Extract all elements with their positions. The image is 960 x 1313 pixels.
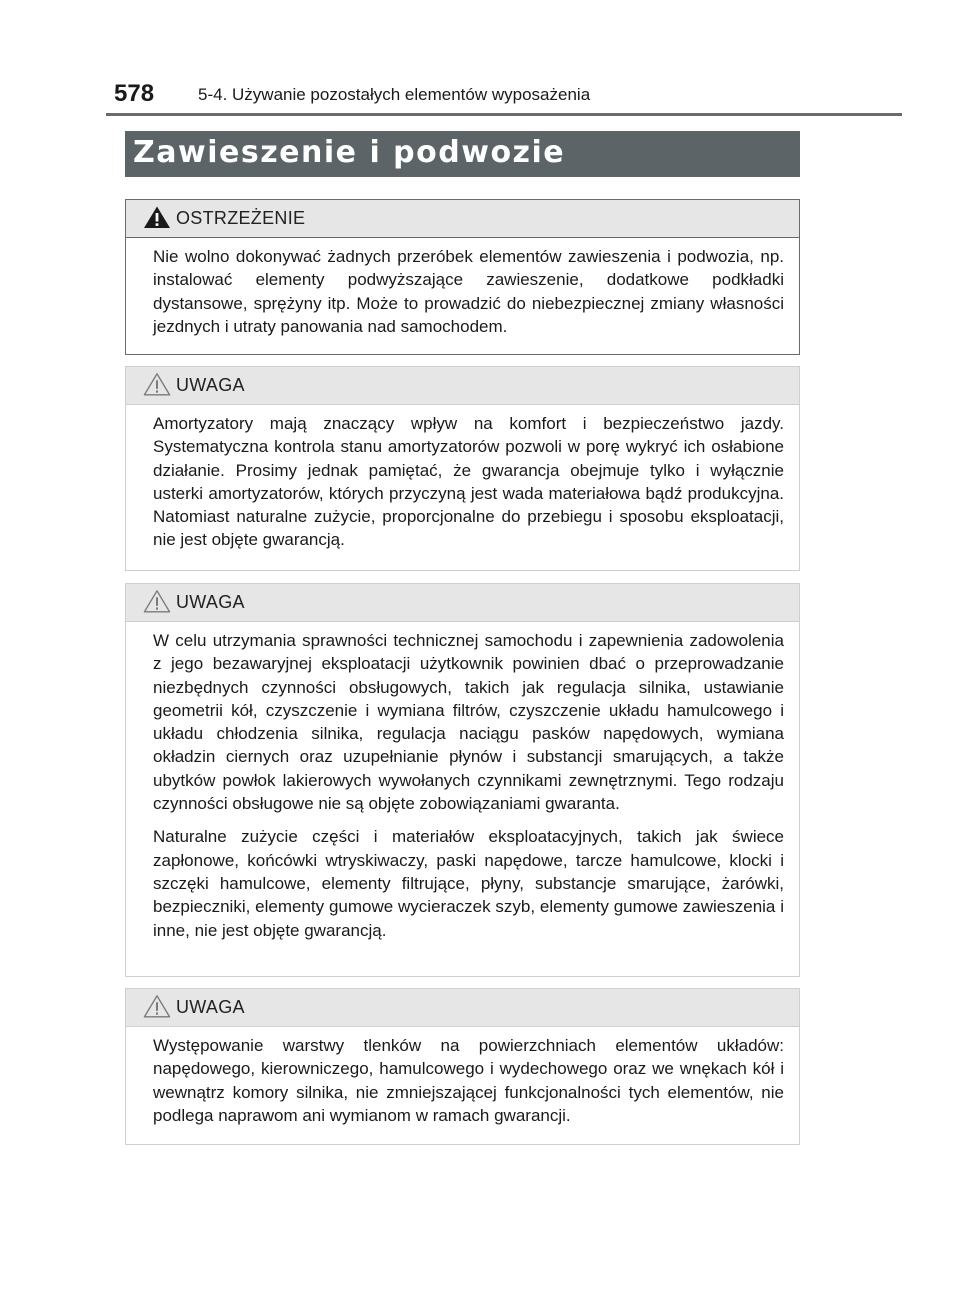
notice-paragraph: Naturalne zużycie części i materiałów eksploatacyjnych, takich jak świece zapłonowe, końcówki wtryskiwaczy, paski napędowe, tarcze hamulcowe, klocki i szczęki hamulcowe, elementy filtrujące, płyny, substancje smarujące, żarówki, bezpieczniki, elementy gumowe wycieraczek szyb, elementy gumowe zawieszenia i inne, nie jest objęte gwarancją. xyxy=(153,827,784,940)
notice-box-body xyxy=(126,1027,799,1141)
notice-box-header xyxy=(126,367,799,405)
notice-box-label: UWAGA xyxy=(176,997,245,1017)
notice-box-header xyxy=(126,989,799,1027)
page-header xyxy=(106,78,902,114)
notice-box-body xyxy=(126,622,799,956)
warning-box xyxy=(125,199,800,355)
caution-triangle-outline-icon xyxy=(143,589,171,613)
title-banner xyxy=(125,131,800,177)
notice-box-label: UWAGA xyxy=(176,375,245,395)
warning-box-label: OSTRZEŻENIE xyxy=(176,208,306,228)
caution-triangle-outline-icon xyxy=(143,372,171,396)
notice-box xyxy=(125,366,800,571)
warning-triangle-filled-icon xyxy=(143,205,171,229)
notice-paragraph: Występowanie warstwy tlenków na powierzchniach elementów układów: napędowego, kierowniczego, hamulcowego i wydechowego oraz we wnękach kół i wewnątrz komory silnika, nie zmniejszającej funkcjonalności tych elementów, nie podlega naprawom ani wymianom w ramach gwarancji. xyxy=(153,1036,784,1125)
page-title: Zawieszenie i podwozie xyxy=(133,135,566,170)
notice-box-label: UWAGA xyxy=(176,592,245,612)
warning-box-header xyxy=(126,200,799,238)
notice-paragraph: Amortyzatory mają znaczący wpływ na komfort i bezpieczeństwo jazdy. Systematyczna kontrola stanu amortyzatorów pozwoli w porę wykryć ich osłabione działanie. Prosimy jednak pamiętać, że gwarancja obejmuje tylko i wyłącznie usterki amortyzatorów, których przyczyną jest wada materiałowa bądź produkcyjna. Natomiast naturalne zużycie, proporcjonalne do przebiegu i sposobu eksploatacji, nie jest objęte gwarancją. xyxy=(153,414,784,550)
header-rule xyxy=(106,113,902,116)
notice-box-header xyxy=(126,584,799,622)
notice-box xyxy=(125,583,800,977)
warning-box-body xyxy=(126,238,799,352)
page-number: 578 xyxy=(114,80,155,107)
notice-box-body xyxy=(126,405,799,566)
notice-box xyxy=(125,988,800,1145)
section-title: 5-4. Używanie pozostałych elementów wyposażenia xyxy=(198,85,591,104)
caution-triangle-outline-icon xyxy=(143,994,171,1018)
warning-paragraph: Nie wolno dokonywać żadnych przeróbek elementów zawieszenia i podwozia, np. instalować elementy podwyższające zawieszenie, dodatkowe podkładki dystansowe, sprężyny itp. Może to prowadzić do niebezpiecznej zmiany własności jezdnych i utraty panowania nad samochodem. xyxy=(153,247,784,336)
notice-paragraph: W celu utrzymania sprawności technicznej samochodu i zapewnienia zadowolenia z jego bezawaryjnej eksploatacji użytkownik powinien dbać o przeprowadzanie niezbędnych czynności obsługowych, takich jak regulacja silnika, ustawianie geometrii kół, czyszczenie i wymiana filtrów, czyszczenie układu hamulcowego i układu chłodzenia silnika, regulacja naciągu pasków napędowych, wymiana okładzin ciernych oraz uzupełnianie płynów i substancji smarujących, a także ubytków powłok lakierowych wywołanych czynnikami zewnętrznymi. Tego rodzaju czynności obsługowe nie są objęte zobowiązaniami gwaranta. xyxy=(153,631,784,814)
